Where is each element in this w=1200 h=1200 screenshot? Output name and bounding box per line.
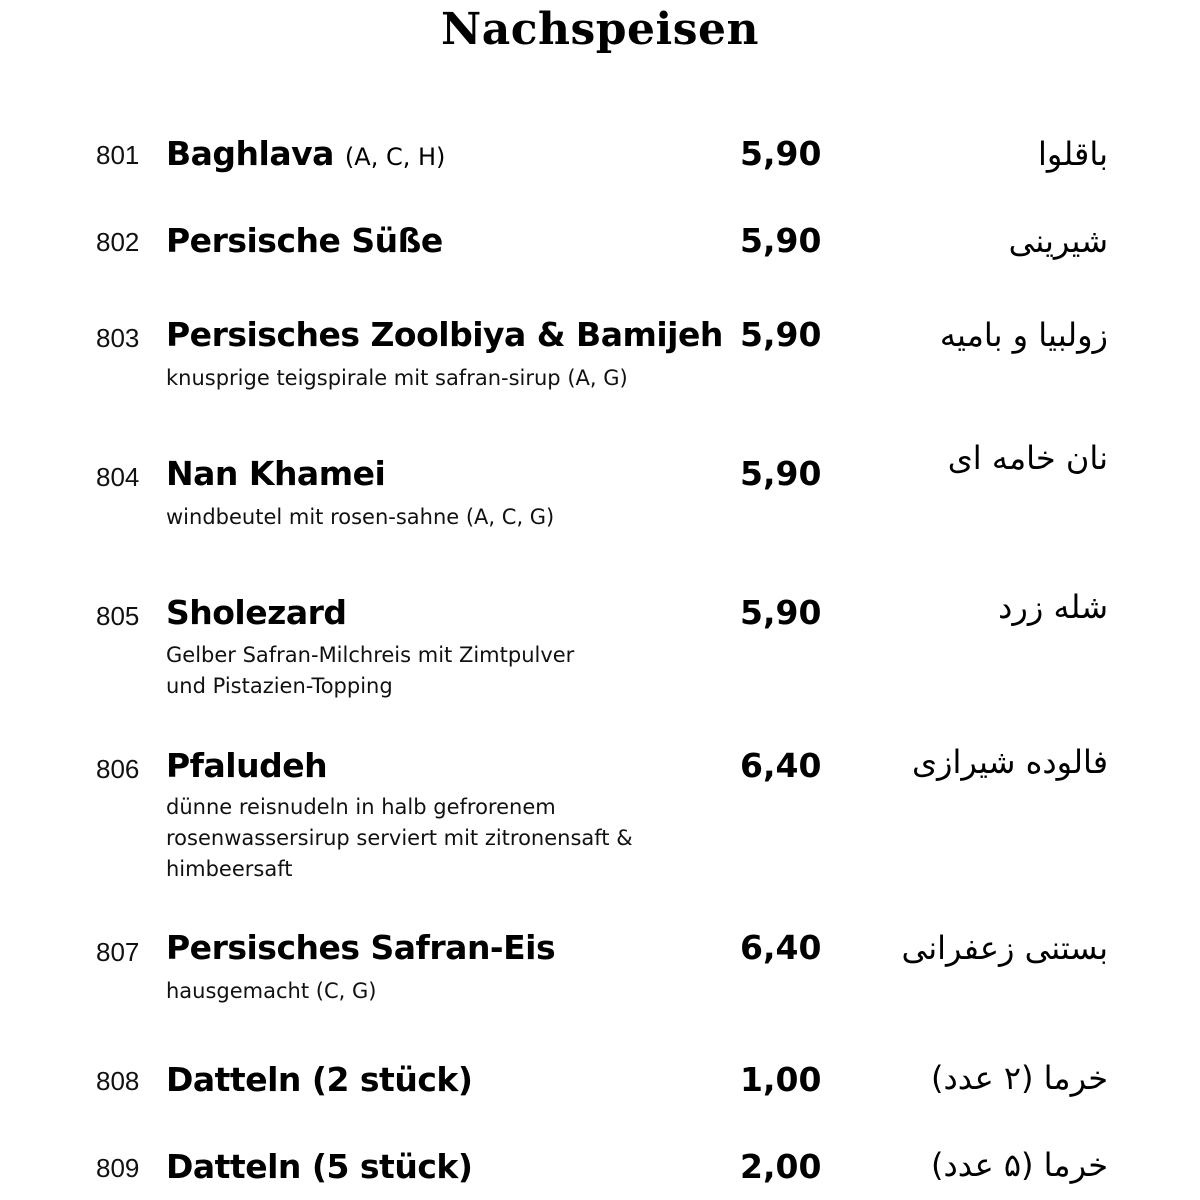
item-name-text: Baghlava [166, 134, 334, 173]
item-name: Sholezard [166, 593, 347, 632]
item-name: Persisches Safran-Eis [166, 928, 556, 967]
item-price: 5,90 [740, 315, 822, 354]
item-number: 807 [96, 937, 140, 967]
item-description: knusprige teigspirale mit safran-sirup (A, G) [166, 366, 628, 390]
item-description: windbeutel mit rosen-sahne (A, C, G) [166, 505, 555, 529]
item-price: 5,90 [740, 454, 822, 493]
item-price: 5,90 [740, 221, 822, 260]
item-persian-name: بستنی زعفرانی [901, 929, 1108, 967]
item-persian-name: زولبیا و بامیه [939, 316, 1108, 354]
item-persian-name: فالوده شیرازی [911, 743, 1108, 781]
item-name: Nan Khamei [166, 454, 386, 493]
item-number: 804 [96, 462, 140, 492]
item-price: 5,90 [740, 134, 822, 173]
item-persian-name: خرما (۲ عدد) [931, 1059, 1108, 1097]
item-price: 5,90 [740, 593, 822, 632]
item-price: 1,00 [740, 1060, 822, 1099]
item-price: 6,40 [740, 746, 822, 785]
item-name: Datteln (2 stück) [166, 1060, 473, 1099]
item-number: 809 [96, 1153, 140, 1183]
item-price: 6,40 [740, 928, 822, 967]
item-number: 808 [96, 1066, 140, 1096]
item-description: Gelber Safran-Milchreis mit Zimtpulver und Pistazien-Topping [166, 643, 575, 698]
item-name: Persische Süße [166, 221, 443, 260]
item-persian-name: شله زرد [998, 588, 1108, 626]
item-description: hausgemacht (C, G) [166, 979, 377, 1003]
item-number: 802 [96, 227, 140, 257]
item-persian-name: خرما (۵ عدد) [931, 1146, 1108, 1184]
item-number: 803 [96, 323, 140, 353]
page-title: Nachspeisen [440, 4, 759, 55]
item-allergens: (A, C, H) [344, 143, 446, 171]
item-name: Pfaludeh [166, 746, 328, 785]
item-persian-name: شیرینی [1008, 222, 1108, 260]
item-persian-name: نان خامه ای [947, 439, 1108, 477]
item-description: dünne reisnudeln in halb gefrorenem rosenwassersirup serviert mit zitronensaft & himbeersaft [166, 795, 633, 881]
item-name: Persisches Zoolbiya & Bamijeh [166, 315, 723, 354]
item-price: 2,00 [740, 1147, 822, 1186]
item-persian-name: باقلوا [1038, 135, 1108, 173]
item-name [166, 134, 445, 177]
item-number: 801 [96, 140, 140, 170]
item-number: 805 [96, 601, 140, 631]
item-number: 806 [96, 754, 140, 784]
item-name: Datteln (5 stück) [166, 1147, 473, 1186]
